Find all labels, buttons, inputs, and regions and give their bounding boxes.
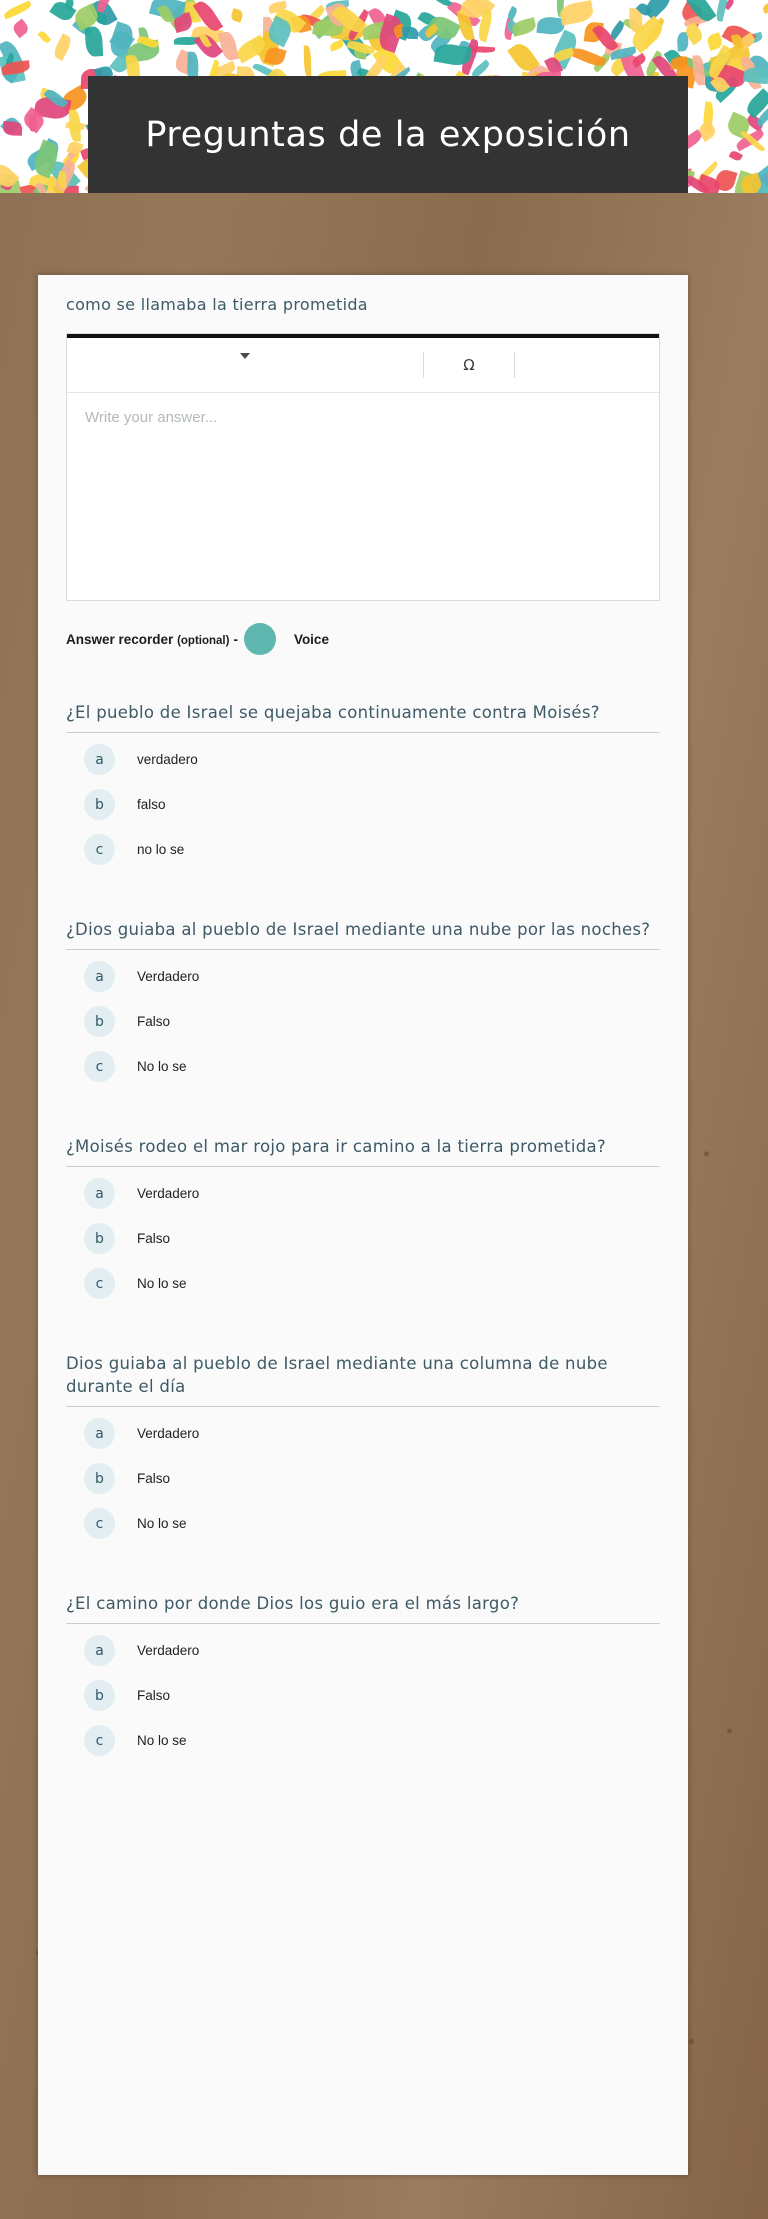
option-label: falso [137,797,166,812]
option-bubble[interactable]: c [84,1268,115,1299]
leaf-decoration [559,0,595,25]
banner-title-box [88,76,688,193]
option-row[interactable] [66,1261,660,1306]
question-title: como se llamaba la tierra prometida [66,295,368,314]
leaf-decoration [3,121,23,135]
chevron-down-icon [240,359,250,371]
recorder-dash: - [233,631,238,647]
leaf-decoration [3,1,33,20]
leaf-decoration [69,109,81,141]
option-bubble[interactable]: a [84,1635,115,1666]
option-row[interactable] [66,1718,660,1763]
question-title: ¿El pueblo de Israel se quejaba continuamente contra Moisés? [66,703,600,722]
optional-label: (optional) [177,634,230,647]
option-label: No lo se [137,1059,187,1074]
question-divider [66,1406,660,1407]
option-row[interactable] [66,1171,660,1216]
option-bubble[interactable]: c [84,1051,115,1082]
leaf-decoration [507,6,519,21]
question-block-mc [38,1592,688,1763]
voice-record-toggle[interactable] [244,623,276,655]
leaf-decoration [511,17,538,37]
option-bubble[interactable]: a [84,1178,115,1209]
option-row[interactable] [66,827,660,872]
question-block-open [38,275,688,601]
voice-label: Voice [293,631,329,647]
leaf-decoration [729,150,743,162]
leaf-decoration [304,46,311,78]
question-title: ¿El camino por donde Dios los guio era el más largo? [66,1594,520,1613]
answer-recorder-label: Answer recorder (optional) [66,631,230,647]
option-label: verdadero [137,752,198,767]
option-row[interactable] [66,999,660,1044]
option-bubble[interactable]: a [84,1418,115,1449]
option-bubble[interactable]: b [84,1463,115,1494]
question-block-mc [38,701,688,872]
option-row[interactable] [66,954,660,999]
option-row[interactable] [66,1411,660,1456]
leaf-decoration [218,31,239,62]
option-label: Falso [137,1014,171,1029]
question-block-mc [38,1352,688,1546]
option-row[interactable] [66,1456,660,1501]
floral-banner [0,0,768,193]
question-title: ¿Moisés rodeo el mar rojo para ir camino a la tierra prometida? [66,1137,606,1156]
option-row[interactable] [66,1628,660,1673]
option-label: No lo se [137,1276,187,1291]
page-title: Preguntas de la exposición [145,115,631,155]
option-bubble[interactable]: b [84,1223,115,1254]
option-label: Verdadero [137,1643,200,1658]
option-row[interactable] [66,1673,660,1718]
leaf-decoration [329,38,345,51]
option-bubble[interactable]: b [84,789,115,820]
leaf-decoration [11,18,31,38]
option-label: Verdadero [137,969,200,984]
leaf-decoration [229,8,243,23]
leaf-decoration [570,46,606,69]
leaf-decoration [743,66,768,86]
option-label: Verdadero [137,1426,200,1441]
question-title: Dios guiaba al pueblo de Israel mediante una columna de nube durante el día [66,1354,608,1396]
font-format-dropdown[interactable] [67,338,423,392]
option-label: No lo se [137,1516,187,1531]
option-bubble[interactable]: c [84,1725,115,1756]
form-sheet [38,275,688,2175]
option-bubble[interactable]: a [84,961,115,992]
option-bubble[interactable]: b [84,1006,115,1037]
option-label: No lo se [137,1733,187,1748]
leaf-decoration [85,26,103,57]
leaf-decoration [52,33,74,61]
option-bubble[interactable]: c [84,1508,115,1539]
leaf-decoration [762,0,768,14]
question-divider [66,1166,660,1167]
question-divider [66,949,660,950]
answer-recorder-row [38,623,688,655]
option-bubble[interactable]: c [84,834,115,865]
answer-placeholder: Write your answer... [85,409,218,426]
option-row[interactable] [66,1216,660,1261]
option-label: Falso [137,1688,171,1703]
leaf-decoration [57,172,67,189]
option-label: Falso [137,1471,171,1486]
option-bubble[interactable]: a [84,744,115,775]
option-label: Falso [137,1231,171,1246]
question-block-mc [38,918,688,1089]
editor-toolbar[interactable] [67,334,659,392]
special-character-icon[interactable]: Ω [463,356,475,374]
question-divider [66,1623,660,1624]
option-row[interactable] [66,737,660,782]
toolbar-empty-area [515,338,659,392]
rich-text-editor[interactable] [66,333,660,601]
question-divider [66,732,660,733]
answer-textarea[interactable] [67,392,659,600]
option-row[interactable] [66,1044,660,1089]
question-title: ¿Dios guiaba al pueblo de Israel mediante una nube por las noches? [66,920,651,939]
option-label: Verdadero [137,1186,200,1201]
option-row[interactable] [66,782,660,827]
leaf-decoration [37,30,50,44]
option-label: no lo se [137,842,185,857]
question-block-mc [38,1135,688,1306]
option-row[interactable] [66,1501,660,1546]
option-bubble[interactable]: b [84,1680,115,1711]
